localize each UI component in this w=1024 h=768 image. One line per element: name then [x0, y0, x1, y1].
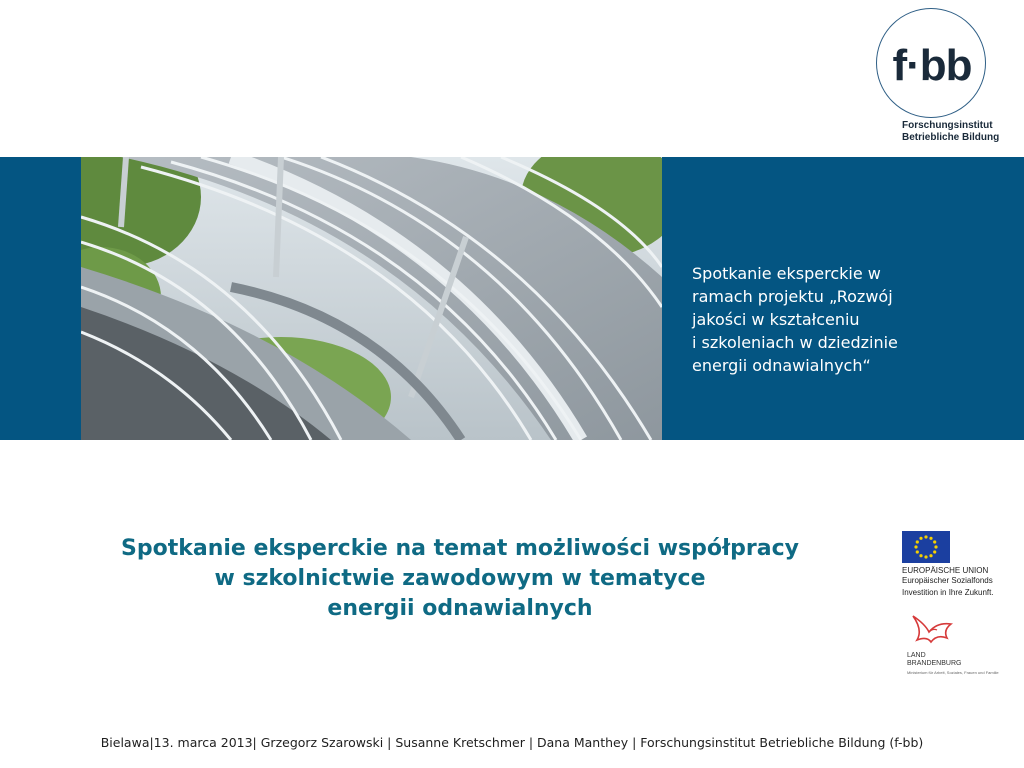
project-description-line: ramach projektu „Rozwój [692, 287, 893, 306]
project-description-line: energii odnawialnych“ [692, 356, 871, 375]
project-description-line: i szkoleniach w dziedzinie [692, 333, 898, 352]
slide-title-line: Spotkanie eksperckie na temat możliwości współpracy [121, 536, 799, 561]
brandenburg-logo-line3: Ministerium für Arbeit, Soziales, Frauen und Familie [907, 670, 999, 675]
project-description-line: Spotkanie eksperckie w [692, 264, 881, 283]
slide-footer: Bielawa|13. marca 2013| Grzegorz Szarowski | Susanne Kretschmer | Dana Manthey | Forschungsinstitut Betriebliche Bildung (f-bb) [100, 735, 924, 750]
fbb-logo-line1: Forschungsinstitut [902, 120, 993, 131]
fbb-logo-line2: Betriebliche Bildung [902, 132, 1000, 143]
project-description [692, 262, 992, 377]
staircase-photo [81, 157, 662, 440]
eu-logo-line2: Europäischer Sozialfonds [902, 576, 993, 585]
project-description-line: jakości w kształceniu [692, 310, 860, 329]
slide-title-line: w szkolnictwie zawodowym w tematyce [214, 566, 706, 591]
slide-title [50, 534, 870, 624]
eu-logo [900, 531, 1000, 601]
eu-logo-line1: EUROPÄISCHE UNION [902, 566, 989, 575]
eu-logo-line3: Investition in Ihre Zukunft. [902, 588, 994, 597]
slide-title-line: energii odnawialnych [327, 596, 593, 621]
brandenburg-logo [905, 610, 1005, 685]
brandenburg-eagle-icon [907, 610, 967, 650]
brandenburg-logo-line2: BRANDENBURG [907, 660, 962, 667]
eu-flag-icon [902, 531, 950, 563]
fbb-logo-subtitle [902, 120, 1002, 144]
brandenburg-logo-line1: LAND [907, 652, 926, 659]
fbb-logo [872, 8, 1000, 148]
fbb-logo-mark: f·bb [892, 41, 972, 90]
